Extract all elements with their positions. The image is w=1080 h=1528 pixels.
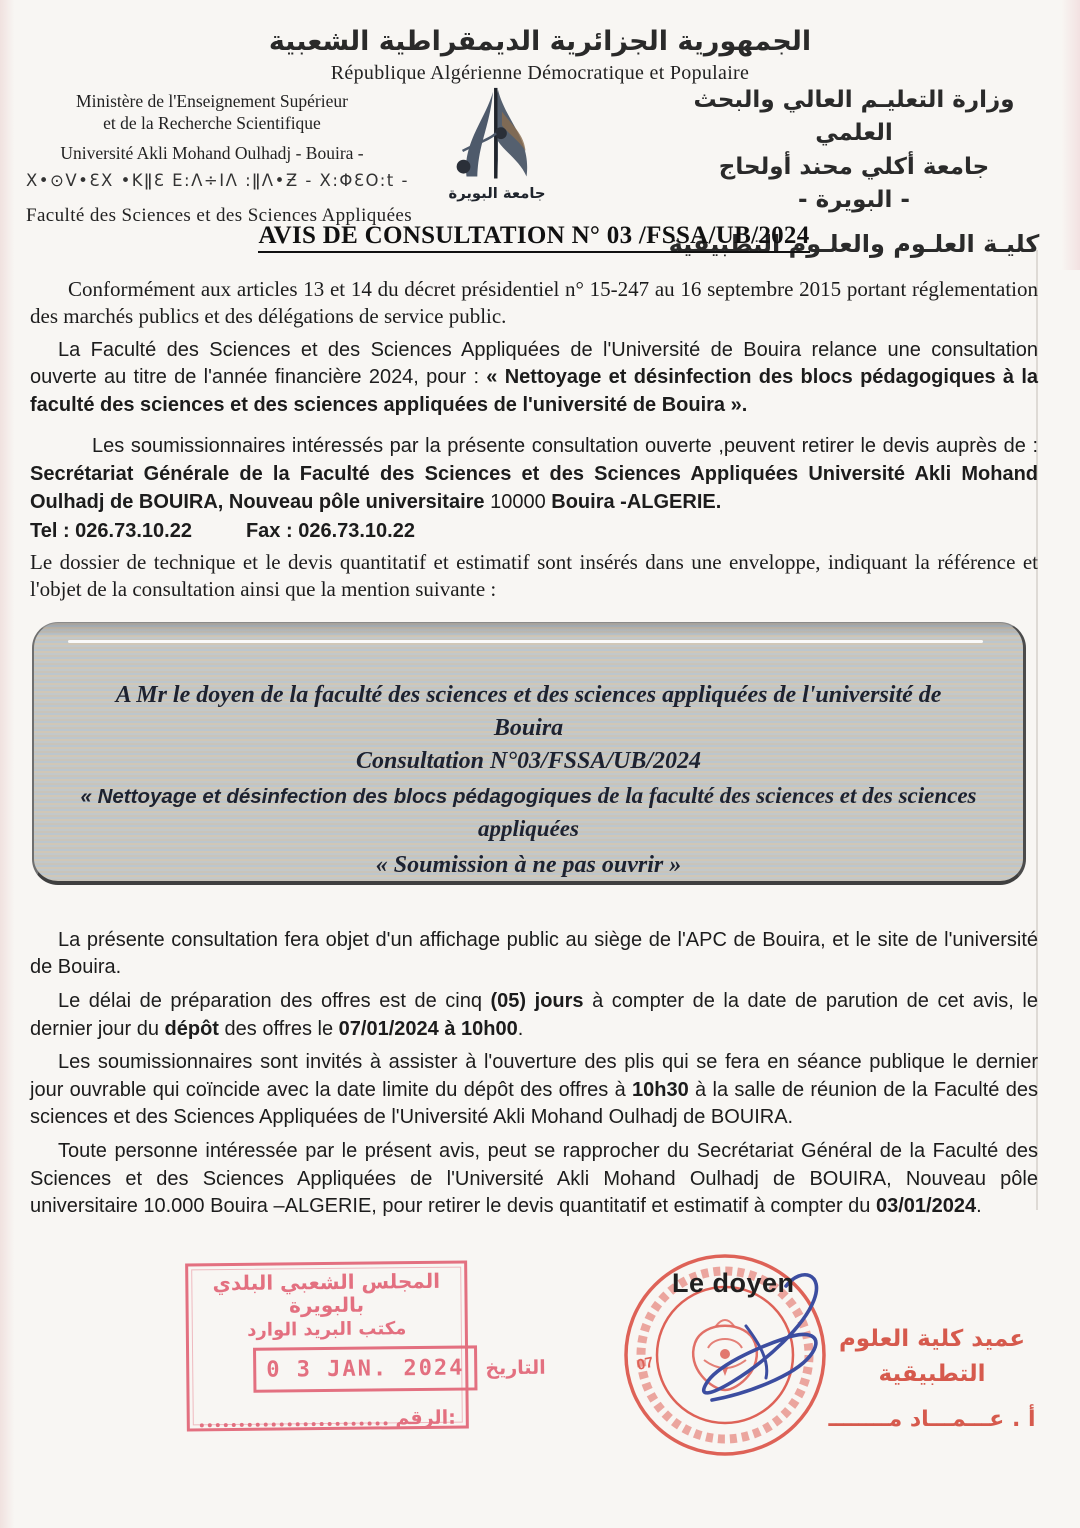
retrait-text: Les soumissionnaires intéressés par la présente consultation ouverte ,peuvent retirer le devis auprès de : xyxy=(92,435,1038,458)
retrait-postal-code: 10000 xyxy=(490,490,552,513)
delai-text-4: . xyxy=(517,1017,524,1040)
ouverture-time-bold: 10h30 xyxy=(632,1078,689,1101)
retrait-city-bold: Bouira -ALGERIE. xyxy=(551,490,722,513)
envelope-text xyxy=(34,623,1023,879)
logo-caption: جامعة البويرة xyxy=(448,185,546,203)
paragraph-dossier: Le dossier de technique et le devis quantitatif et estimatif sont insérés dans une enveloppe, indiquant la référence et l'objet de la consultation ainsi que la mention suivante : xyxy=(30,550,1038,602)
postal-stamp-date-label: التاريخ xyxy=(485,1356,546,1379)
delai-text-2: à compter de la date de parution de cet avis, le dernier jour du xyxy=(30,989,1038,1040)
delai-text-1: Le délai de préparation des offres est de cinq xyxy=(58,989,491,1012)
postal-stamp-office: مكتب البريد الوارد xyxy=(247,1318,407,1341)
paragraph-delai xyxy=(30,988,1038,1043)
toute-date-bold: 03/01/2024 xyxy=(875,1195,977,1218)
delai-depot-bold: dépôt xyxy=(164,1017,219,1040)
red-note-line-1: عميد كلية العلوم xyxy=(838,1326,1026,1352)
postal-stamp-authority: المجلس الشعبي البلدي بالبويرة xyxy=(212,1268,441,1318)
document-body xyxy=(30,222,1038,1221)
university-logo xyxy=(432,82,562,210)
envelope-mention-box xyxy=(32,622,1026,885)
delai-days-bold: (05) jours xyxy=(490,989,584,1012)
envelope-object xyxy=(80,779,977,846)
document-title-text: AVIS DE CONSULTATION N° 03 /FSSA/UB/2024 xyxy=(258,222,809,253)
document-title xyxy=(30,222,1038,250)
postal-receipt-stamp xyxy=(185,1261,546,1432)
ouverture-text-2: à la salle de réunion de la Faculté des sciences et des Sciences Appliquées de l'Université Akli Mohand Oulhadj de BOUIRA. xyxy=(30,1078,1038,1129)
fax-number: Fax : 026.73.10.22 xyxy=(245,520,415,543)
paragraph-relance xyxy=(30,337,1038,420)
delai-text-3: des offres le xyxy=(218,1017,339,1040)
ouverture-text-1: Les soumissionnaires sont invités à assister à l'ouverture des plis qui se fera en séance publique le dernier jour ouvrable qui coïncide avec la date limite du dépôt des offres à xyxy=(30,1051,1038,1101)
postal-stamp-number-row xyxy=(200,1407,456,1432)
delai-date-bold: 07/01/2024 à 10h00 xyxy=(338,1017,518,1040)
university-line-tifinagh: X•⊙V•ƐX •KǁƐ Ε:Λ÷IΛ :ǁΛ•Ƶ - X:ΦƐO:t - xyxy=(26,171,409,191)
postal-stamp-date-row xyxy=(199,1346,546,1394)
header-left-block xyxy=(26,90,413,229)
envelope-consultation-ref: Consultation N°03/FSSA/UB/2024 xyxy=(355,747,702,774)
envelope-object-sans: « Nettoyage et désinfection des blocs pédagogiques xyxy=(80,784,592,808)
seal-number: 07 xyxy=(635,1353,656,1374)
paragraph-conformement: Conformément aux articles 13 et 14 du décret présidentiel n° 15-247 au 16 septembre 2015 portant réglementation des marchés publics et des délégations de service public. xyxy=(30,277,1038,329)
red-note-line-2: التطبيقية xyxy=(878,1360,986,1387)
dean-title-label: Le doyen xyxy=(672,1268,795,1298)
tel-number: Tel : 026.73.10.22 xyxy=(30,520,192,543)
faculty-line-fr: Faculté des Sciences et des Sciences Appliquées xyxy=(26,205,413,227)
ministry-arabic: وزارة التعليـم العالي والبحث العلمي xyxy=(693,87,1015,147)
university-line-fr: Université Akli Mohand Oulhadj - Bouira - xyxy=(60,142,364,163)
red-note-line-3: أ . عـــمـــاد مــــــــ xyxy=(828,1407,1036,1432)
postal-stamp-number-label: الرقم: xyxy=(395,1406,456,1430)
ministry-line-1: Ministère de l'Enseignement Supérieur xyxy=(76,91,348,111)
header-french-republic: République Algérienne Démocratique et Populaire xyxy=(330,62,750,84)
ministry-line-2: et de la Recherche Scientifique xyxy=(103,113,321,134)
faculty-arabic: كليـة العلـوم والعلـوم التطبيقية xyxy=(668,230,1040,259)
paragraph-retrait-devis xyxy=(30,433,1038,516)
header-arabic-republic: الجمهورية الجزائرية الديمقراطية الشعبية xyxy=(268,26,812,57)
toute-text-1: Toute personne intéressée par le présent avis, peut se rapprocher du Secrétariat Général de la Faculté des Sciences et des Sciences Appliquées de l'Université Akli Mohand Oulhadj de BOUIRA, Nouveau pôle universitaire 10.000 Bouira –ALGERIE, pour retirer le devis quantitatif et estimatif à compter du xyxy=(30,1139,1038,1218)
city-arabic: - البويرة - xyxy=(798,187,910,214)
envelope-addressee: A Mr le doyen de la faculté des sciences et des sciences appliquées de l'université de Bouira xyxy=(115,681,942,742)
logo-left-wing xyxy=(466,92,493,177)
scan-edge-left xyxy=(0,0,16,1528)
retrait-secretariat-bold: Secrétariat Générale de la Faculté des Sciences et des Sciences Appliquées Université Akli Mohand Oulhadj de BOUIRA, Nouveau pôle universitaire xyxy=(30,462,1038,513)
toute-text-2: . xyxy=(976,1195,982,1218)
university-arabic: جامعة أكلي محند أولحاج xyxy=(718,153,990,180)
envelope-object-serif: de la faculté des sciences et des sciences appliquées xyxy=(478,782,977,842)
envelope-do-not-open: « Soumission à ne pas ouvrir » xyxy=(375,851,682,878)
postal-stamp-date: 0 3 JAN. 2024 xyxy=(253,1345,478,1392)
paragraph-toute-personne xyxy=(30,1138,1038,1221)
postal-stamp-dotted-line xyxy=(200,1420,388,1427)
contact-row xyxy=(30,520,1038,543)
relance-object-bold: « Nettoyage et désinfection des blocs pédagogiques à la faculté des sciences et des sciences appliquées de l'université de Bouira ». xyxy=(30,366,1038,416)
paragraph-affichage: La présente consultation fera objet d'un affichage public au siège de l'APC de Bouira, et le site de l'université de Bouira. xyxy=(30,928,1038,979)
paragraph-ouverture-plis xyxy=(30,1049,1038,1132)
relance-text: La Faculté des Sciences et des Sciences Appliquées de l'Université de Bouira relance une consultation ouverte au titre de l'année financière 2024, pour : xyxy=(30,338,1038,389)
